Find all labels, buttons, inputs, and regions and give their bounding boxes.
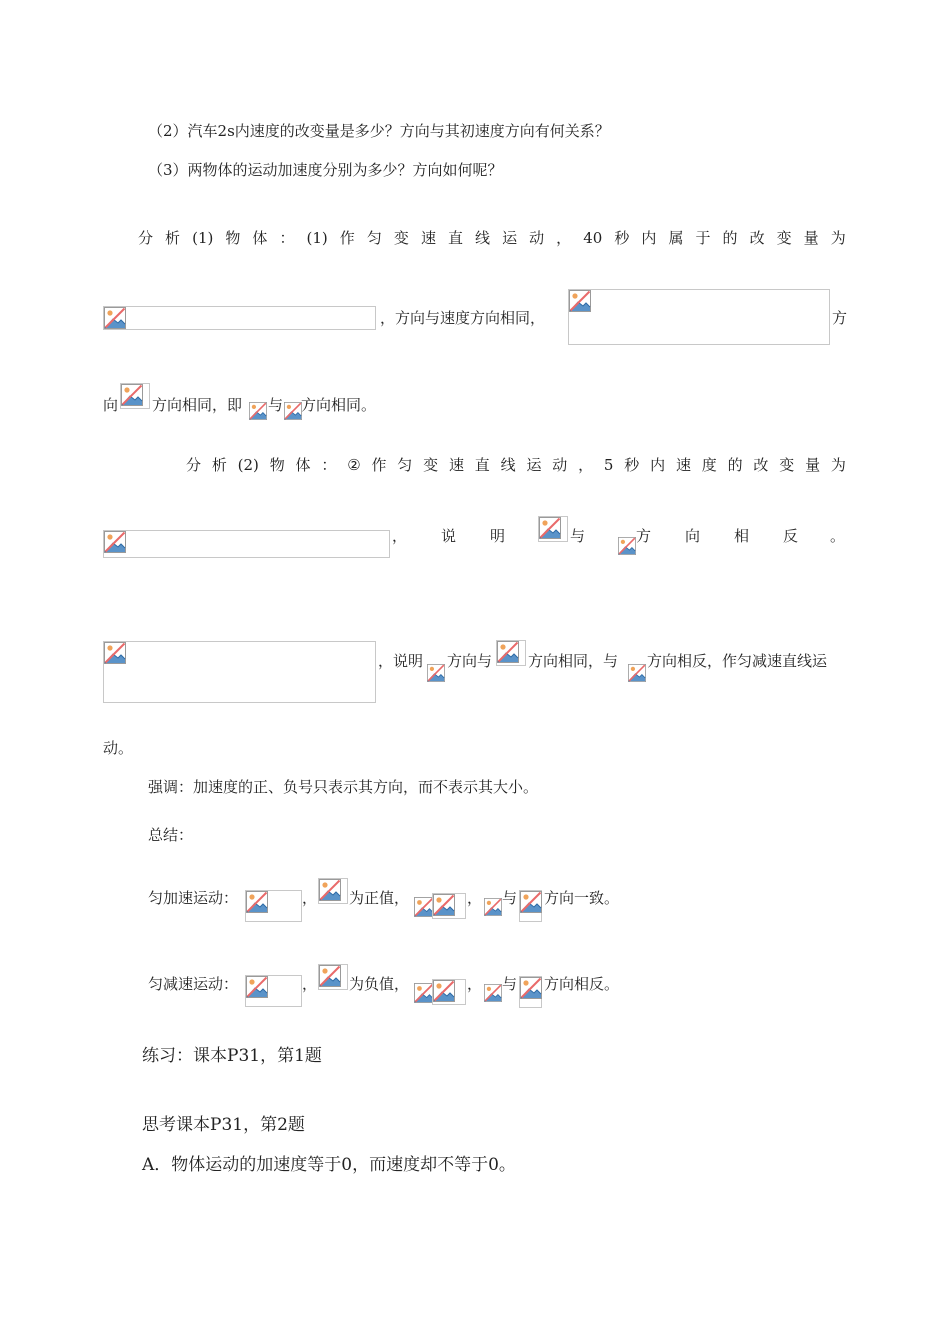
justified-char: 物 — [225, 229, 241, 247]
analysis-2-yu: 与 — [570, 527, 586, 545]
formula-image — [414, 983, 434, 1003]
accel-yu: 与 — [502, 889, 518, 907]
broken-image-icon — [249, 402, 267, 420]
analysis-2-xiang2: 相 — [734, 527, 750, 545]
broken-image-icon — [539, 517, 561, 539]
justified-char: 析 — [211, 456, 227, 474]
formula-image — [496, 640, 526, 666]
analysis-1-line-3-a: 向 — [103, 396, 119, 414]
justified-char: ： — [279, 229, 295, 247]
formula-image — [432, 979, 466, 1005]
analysis-1-line-2-text: ，方向与速度方向相同， — [380, 309, 546, 327]
formula-image — [249, 402, 267, 420]
broken-image-icon — [520, 891, 542, 913]
analysis-2-line-1 — [186, 455, 846, 475]
broken-image-icon — [520, 977, 542, 999]
decel-comma: ， — [302, 975, 318, 993]
justified-char: 作 — [371, 456, 387, 474]
analysis-2-period: 。 — [830, 527, 846, 545]
decel-negative: 为负值， — [349, 975, 410, 993]
practice-line: 练习：课本P31，第1题 — [142, 1046, 322, 1066]
justified-char: 40 — [583, 229, 603, 247]
accel-comma-2: ， — [467, 889, 483, 907]
formula-image — [103, 306, 376, 330]
formula-image — [519, 890, 542, 922]
analysis-1-line-3-d: 方向相同。 — [301, 396, 377, 414]
justified-char: 作 — [339, 229, 355, 247]
justified-char: 变 — [776, 229, 792, 247]
justified-char: 速 — [675, 456, 691, 474]
broken-image-icon — [104, 307, 126, 329]
think-line: 思考课本P31，第2题 — [142, 1115, 305, 1135]
decel-label: 匀减速运动： — [148, 975, 239, 993]
broken-image-icon — [284, 402, 302, 420]
formula-image — [484, 984, 502, 1002]
justified-char: 直 — [447, 229, 463, 247]
justified-char: 分 — [186, 456, 202, 474]
broken-image-icon — [414, 897, 434, 917]
formula-image — [427, 664, 445, 682]
broken-image-icon — [246, 976, 268, 998]
justified-char: 动 — [529, 229, 545, 247]
justified-char: 变 — [779, 456, 795, 474]
broken-image-icon — [246, 891, 268, 913]
analysis-2-line-3-c: 方向相同，与 — [528, 652, 619, 670]
justified-char: 动 — [552, 456, 568, 474]
justified-char: ， — [578, 456, 594, 474]
justified-char: 运 — [526, 456, 542, 474]
justified-char: 体 — [252, 229, 268, 247]
justified-char: ② — [347, 456, 361, 474]
justified-char: 内 — [641, 229, 657, 247]
justified-char: (2) — [237, 456, 259, 474]
justified-char: ： — [321, 456, 337, 474]
analysis-1-line-2-tail: 方 — [832, 309, 848, 327]
justified-char: 的 — [722, 229, 738, 247]
justified-char: 为 — [830, 229, 846, 247]
broken-image-icon — [433, 980, 455, 1002]
justified-char: 属 — [668, 229, 684, 247]
formula-image — [284, 402, 302, 420]
formula-image — [538, 516, 568, 542]
formula-image — [318, 964, 348, 990]
analysis-2-comma: ， — [392, 527, 408, 545]
justified-char: 改 — [753, 456, 769, 474]
analysis-2-line-3-b: 方向与 — [447, 652, 493, 670]
broken-image-icon — [484, 898, 502, 916]
emphasis-note: 强调：加速度的正、负号只表示其方向，而不表示其大小。 — [148, 778, 539, 796]
justified-char: 分 — [138, 229, 154, 247]
formula-image — [414, 897, 434, 917]
justified-char: (1) — [306, 229, 328, 247]
justified-char: 匀 — [366, 229, 382, 247]
formula-image — [245, 975, 302, 1007]
broken-image-icon — [427, 664, 445, 682]
option-a: A．物体运动的加速度等于0，而速度却不等于0。 — [142, 1155, 516, 1175]
justified-char: 的 — [727, 456, 743, 474]
justified-char: 5 — [603, 456, 614, 474]
question-3: （3）两物体的运动加速度分别为多少？方向如何呢？ — [148, 161, 503, 179]
formula-image — [484, 898, 502, 916]
accel-comma: ， — [302, 889, 318, 907]
analysis-2-line-4: 动。 — [103, 739, 134, 757]
formula-image — [245, 890, 302, 922]
broken-image-icon — [414, 983, 434, 1003]
broken-image-icon — [618, 537, 636, 555]
justified-char: 线 — [500, 456, 516, 474]
justified-char: 内 — [650, 456, 666, 474]
accel-positive: 为正值， — [349, 889, 410, 907]
analysis-2-line-3-a: ，说明 — [378, 652, 424, 670]
question-2: （2）汽车2s内速度的改变量是多少？方向与其初速度方向有何关系？ — [148, 122, 610, 140]
decel-comma-2: ， — [467, 975, 483, 993]
broken-image-icon — [569, 290, 591, 312]
justified-char: 体 — [295, 456, 311, 474]
accel-label: 匀加速运动： — [148, 889, 239, 907]
analysis-1-line-1 — [138, 228, 846, 248]
formula-image — [103, 530, 390, 558]
summary-heading: 总结： — [148, 826, 194, 844]
formula-image — [103, 641, 376, 703]
broken-image-icon — [319, 879, 341, 901]
broken-image-icon — [121, 384, 143, 406]
formula-image — [618, 537, 636, 555]
justified-char: 变 — [393, 229, 409, 247]
justified-char: 速 — [420, 229, 436, 247]
formula-image — [318, 878, 348, 904]
decel-opp-dir: 方向相反。 — [544, 975, 620, 993]
broken-image-icon — [319, 965, 341, 987]
justified-char: 量 — [803, 229, 819, 247]
justified-char: 秒 — [614, 229, 630, 247]
broken-image-icon — [484, 984, 502, 1002]
formula-image — [120, 383, 150, 409]
broken-image-icon — [433, 894, 455, 916]
analysis-2-line-3-d: 方向相反，作匀减速直线运 — [647, 652, 828, 670]
decel-yu: 与 — [502, 975, 518, 993]
formula-image — [432, 893, 466, 919]
analysis-2-fang: 方 — [636, 527, 652, 545]
accel-same-dir: 方向一致。 — [544, 889, 620, 907]
justified-char: 析 — [165, 229, 181, 247]
justified-char: 秒 — [624, 456, 640, 474]
justified-char: 于 — [695, 229, 711, 247]
formula-image — [519, 976, 542, 1008]
broken-image-icon — [628, 664, 646, 682]
analysis-2-fan: 反 — [783, 527, 799, 545]
analysis-2-ming: 明 — [490, 527, 506, 545]
justified-char: 速 — [448, 456, 464, 474]
formula-image — [568, 289, 830, 345]
justified-char: 变 — [423, 456, 439, 474]
justified-char: 改 — [749, 229, 765, 247]
broken-image-icon — [104, 642, 126, 664]
analysis-1-line-3-c: 与 — [268, 396, 284, 414]
justified-char: 量 — [805, 456, 821, 474]
justified-char: (1) — [192, 229, 214, 247]
analysis-1-line-3-b: 方向相同，即 — [152, 396, 243, 414]
analysis-2-shuo: 说 — [441, 527, 457, 545]
justified-char: 运 — [502, 229, 518, 247]
justified-char: ， — [556, 229, 572, 247]
justified-char: 直 — [474, 456, 490, 474]
justified-char: 线 — [475, 229, 491, 247]
justified-char: 度 — [701, 456, 717, 474]
broken-image-icon — [497, 641, 519, 663]
justified-char: 为 — [830, 456, 846, 474]
justified-char: 匀 — [397, 456, 413, 474]
formula-image — [628, 664, 646, 682]
broken-image-icon — [104, 531, 126, 553]
justified-char: 物 — [269, 456, 285, 474]
analysis-2-xiang: 向 — [685, 527, 701, 545]
